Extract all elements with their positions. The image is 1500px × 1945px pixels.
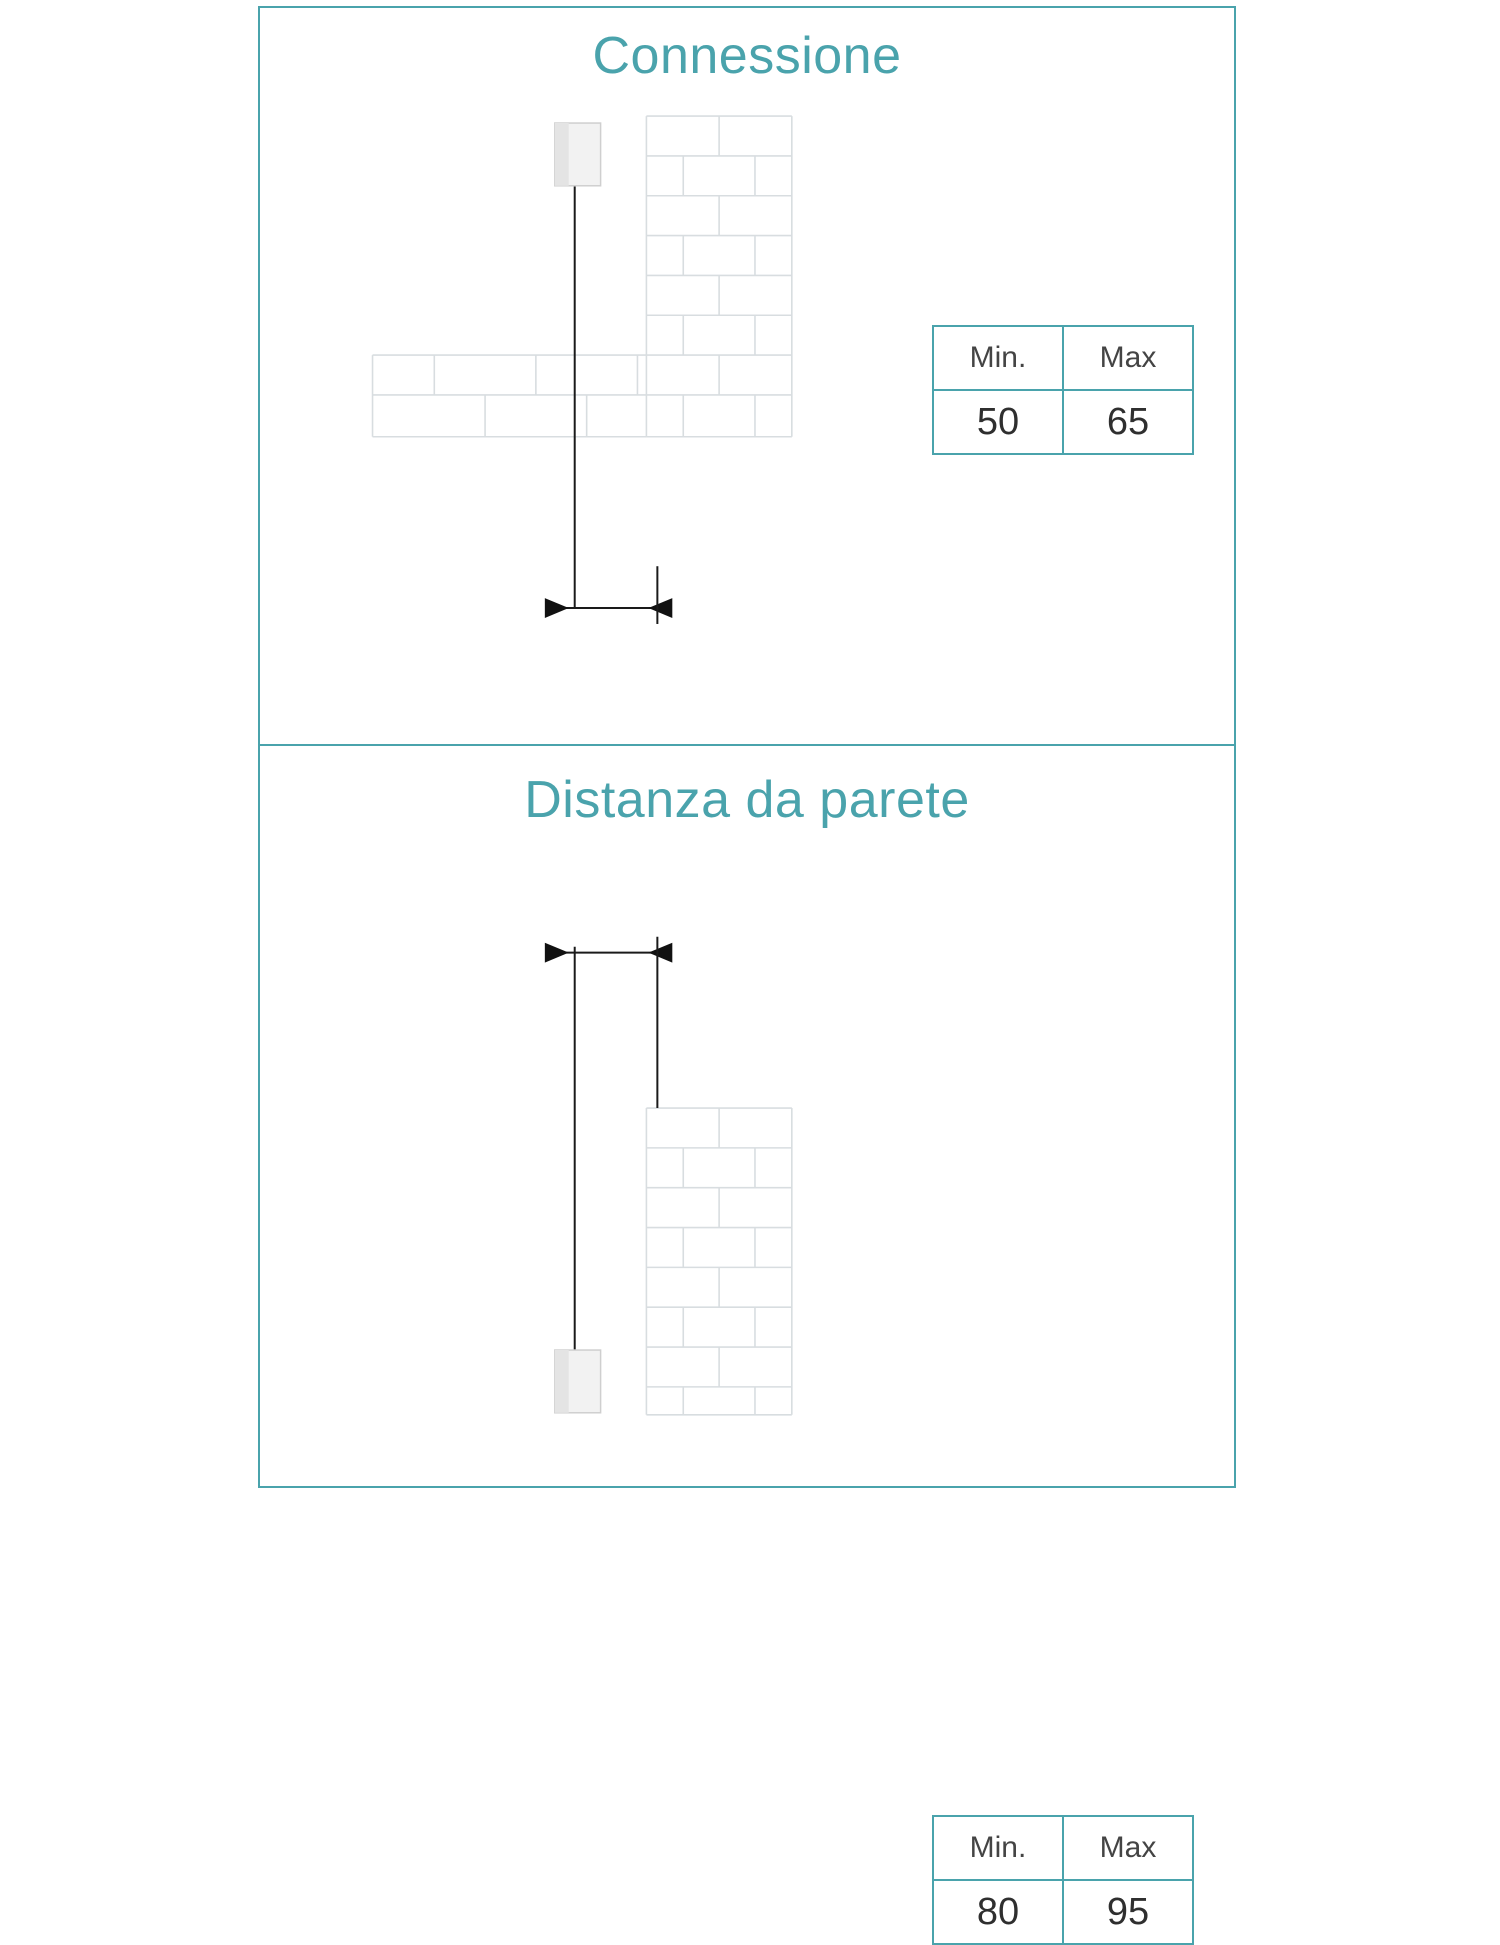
drawing-sheet <box>258 6 1236 1933</box>
pipe-cap-icon <box>555 1350 601 1413</box>
brick-wall-horizontal <box>373 355 647 437</box>
diagram-distanza <box>260 746 1234 1486</box>
spec-table-connessione <box>932 325 1194 455</box>
table-row <box>933 390 1193 454</box>
panel-title-connessione: Connessione <box>592 27 902 85</box>
dimension-line-distanza <box>545 937 672 1108</box>
table-header-max: Max <box>1063 1816 1193 1880</box>
panel-distanza <box>260 746 1234 1933</box>
table-header-max: Max <box>1063 326 1193 390</box>
panel-connessione <box>260 8 1234 746</box>
panel-title-distanza: Distanza da parete <box>524 771 970 829</box>
table-cell-min-value: 80 <box>933 1880 1063 1944</box>
table-header-row <box>933 1816 1193 1880</box>
spec-table-distanza <box>932 1815 1194 1945</box>
pipe-cap-icon <box>555 123 601 186</box>
brick-wall-vertical <box>646 116 791 437</box>
brick-wall-vertical <box>646 1108 791 1415</box>
table-header-row <box>933 326 1193 390</box>
table-cell-max-value: 65 <box>1063 390 1193 454</box>
table-header-min: Min. <box>933 1816 1063 1880</box>
dimension-line-connessione <box>545 566 672 624</box>
table-cell-min-value: 50 <box>933 390 1063 454</box>
table-cell-max-value: 95 <box>1063 1880 1193 1944</box>
table-header-min: Min. <box>933 326 1063 390</box>
table-row <box>933 1880 1193 1944</box>
